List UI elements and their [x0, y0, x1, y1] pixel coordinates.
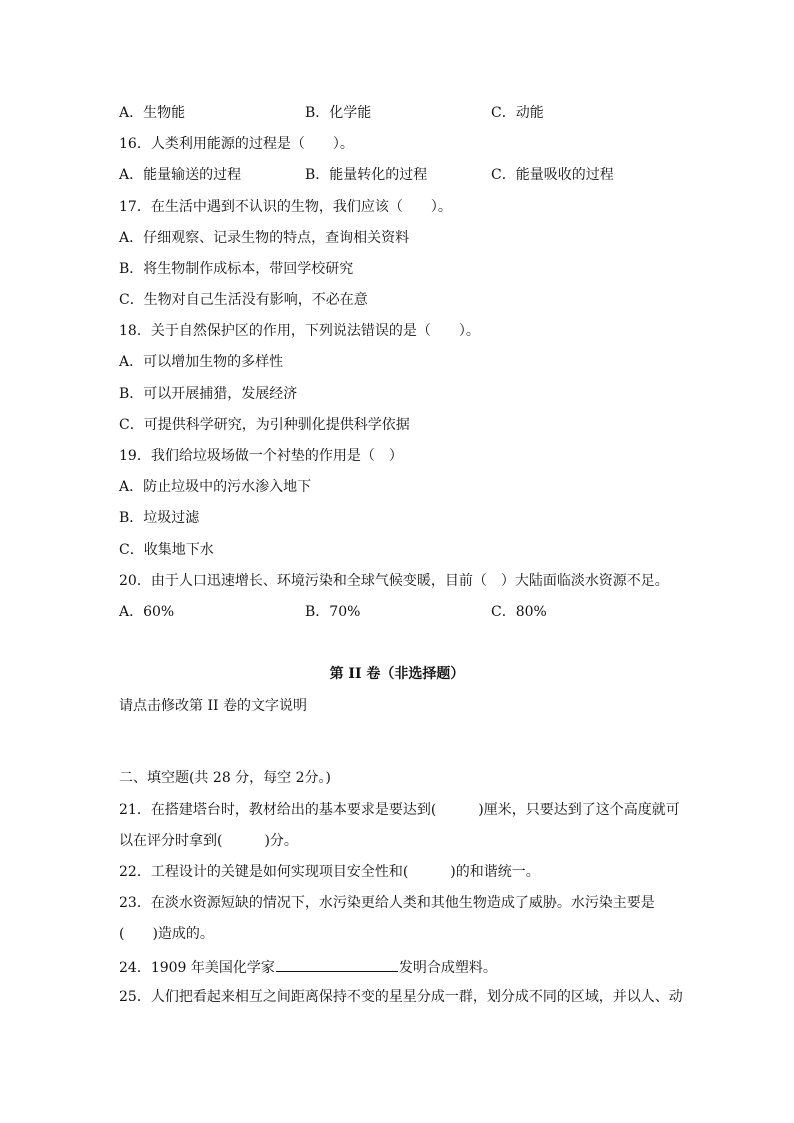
q21-line2: 以在评分时拿到( )分。: [119, 833, 298, 849]
q17-option-b: B．将生物制作成标本，带回学校研究: [119, 261, 354, 277]
option-b: B．70%: [305, 604, 361, 620]
q24-after: 发明合成塑料。: [398, 960, 497, 976]
option-a: A．60%: [119, 604, 175, 620]
q18-option-c: C．可提供科学研究，为引种驯化提供科学依据: [119, 417, 410, 433]
q24-before: 24．1909 年美国化学家: [119, 960, 275, 976]
q23-line1: 23．在淡水资源短缺的情况下，水污染更给人类和其他生物造成了威胁。水污染主要是: [119, 895, 655, 911]
q19-stem: 19．我们给垃圾场做一个衬垫的作用是（ ）: [119, 448, 403, 464]
q19-option-a: A．防止垃圾中的污水渗入地下: [119, 479, 312, 495]
q18-option-a: A．可以增加生物的多样性: [119, 354, 284, 370]
q19-option-b: B．垃圾过滤: [119, 510, 200, 526]
q17-stem: 17．在生活中遇到不认识的生物，我们应该（ ）。: [119, 199, 452, 215]
fill-in-heading: 二、填空题(共 28 分，每空 2分。): [119, 770, 331, 786]
q17-option-c: C．生物对自己生活没有影响，不必在意: [119, 292, 368, 308]
q19-option-c: C．收集地下水: [119, 542, 214, 558]
option-a: A．能量输送的过程: [119, 167, 242, 183]
q17-option-a: A．仔细观察、记录生物的特点，查询相关资料: [119, 230, 410, 246]
q18-option-b: B．可以开展捕猎，发展经济: [119, 386, 298, 402]
answer-blank[interactable]: [276, 957, 398, 972]
q23-line2: ( )造成的。: [119, 926, 214, 942]
q22-text: 22．工程设计的关键是如何实现项目安全性和( )的和谐统一。: [119, 864, 540, 880]
option-a: A．生物能: [119, 105, 186, 121]
option-c: C．能量吸收的过程: [491, 167, 614, 183]
q18-stem: 18．关于自然保护区的作用，下列说法错误的是（ ）。: [119, 323, 480, 339]
q20-stem: 20．由于人口迅速增长、环境污染和全球气候变暖，目前（ ）大陆面临淡水资源不足。: [119, 573, 669, 589]
q21-line1: 21．在搭建塔台时，教材给出的基本要求是要达到( )厘米，只要达到了这个高度就可: [119, 802, 680, 818]
q25-line1: 25．人们把看起来相互之间距离保持不变的星星分成一群，划分成不同的区域，并以人、动: [119, 989, 683, 1005]
option-b: B．能量转化的过程: [305, 167, 428, 183]
section-note: 请点击修改第 II 卷的文字说明: [119, 698, 307, 714]
q16-stem: 16．人类利用能源的过程是（ ）。: [119, 136, 354, 152]
option-b: B．化学能: [305, 105, 372, 121]
option-c: C．动能: [491, 105, 544, 121]
section-title: 第 II 卷（非选择题）: [329, 666, 465, 682]
option-c: C．80%: [491, 604, 547, 620]
q24-text: [119, 957, 497, 977]
